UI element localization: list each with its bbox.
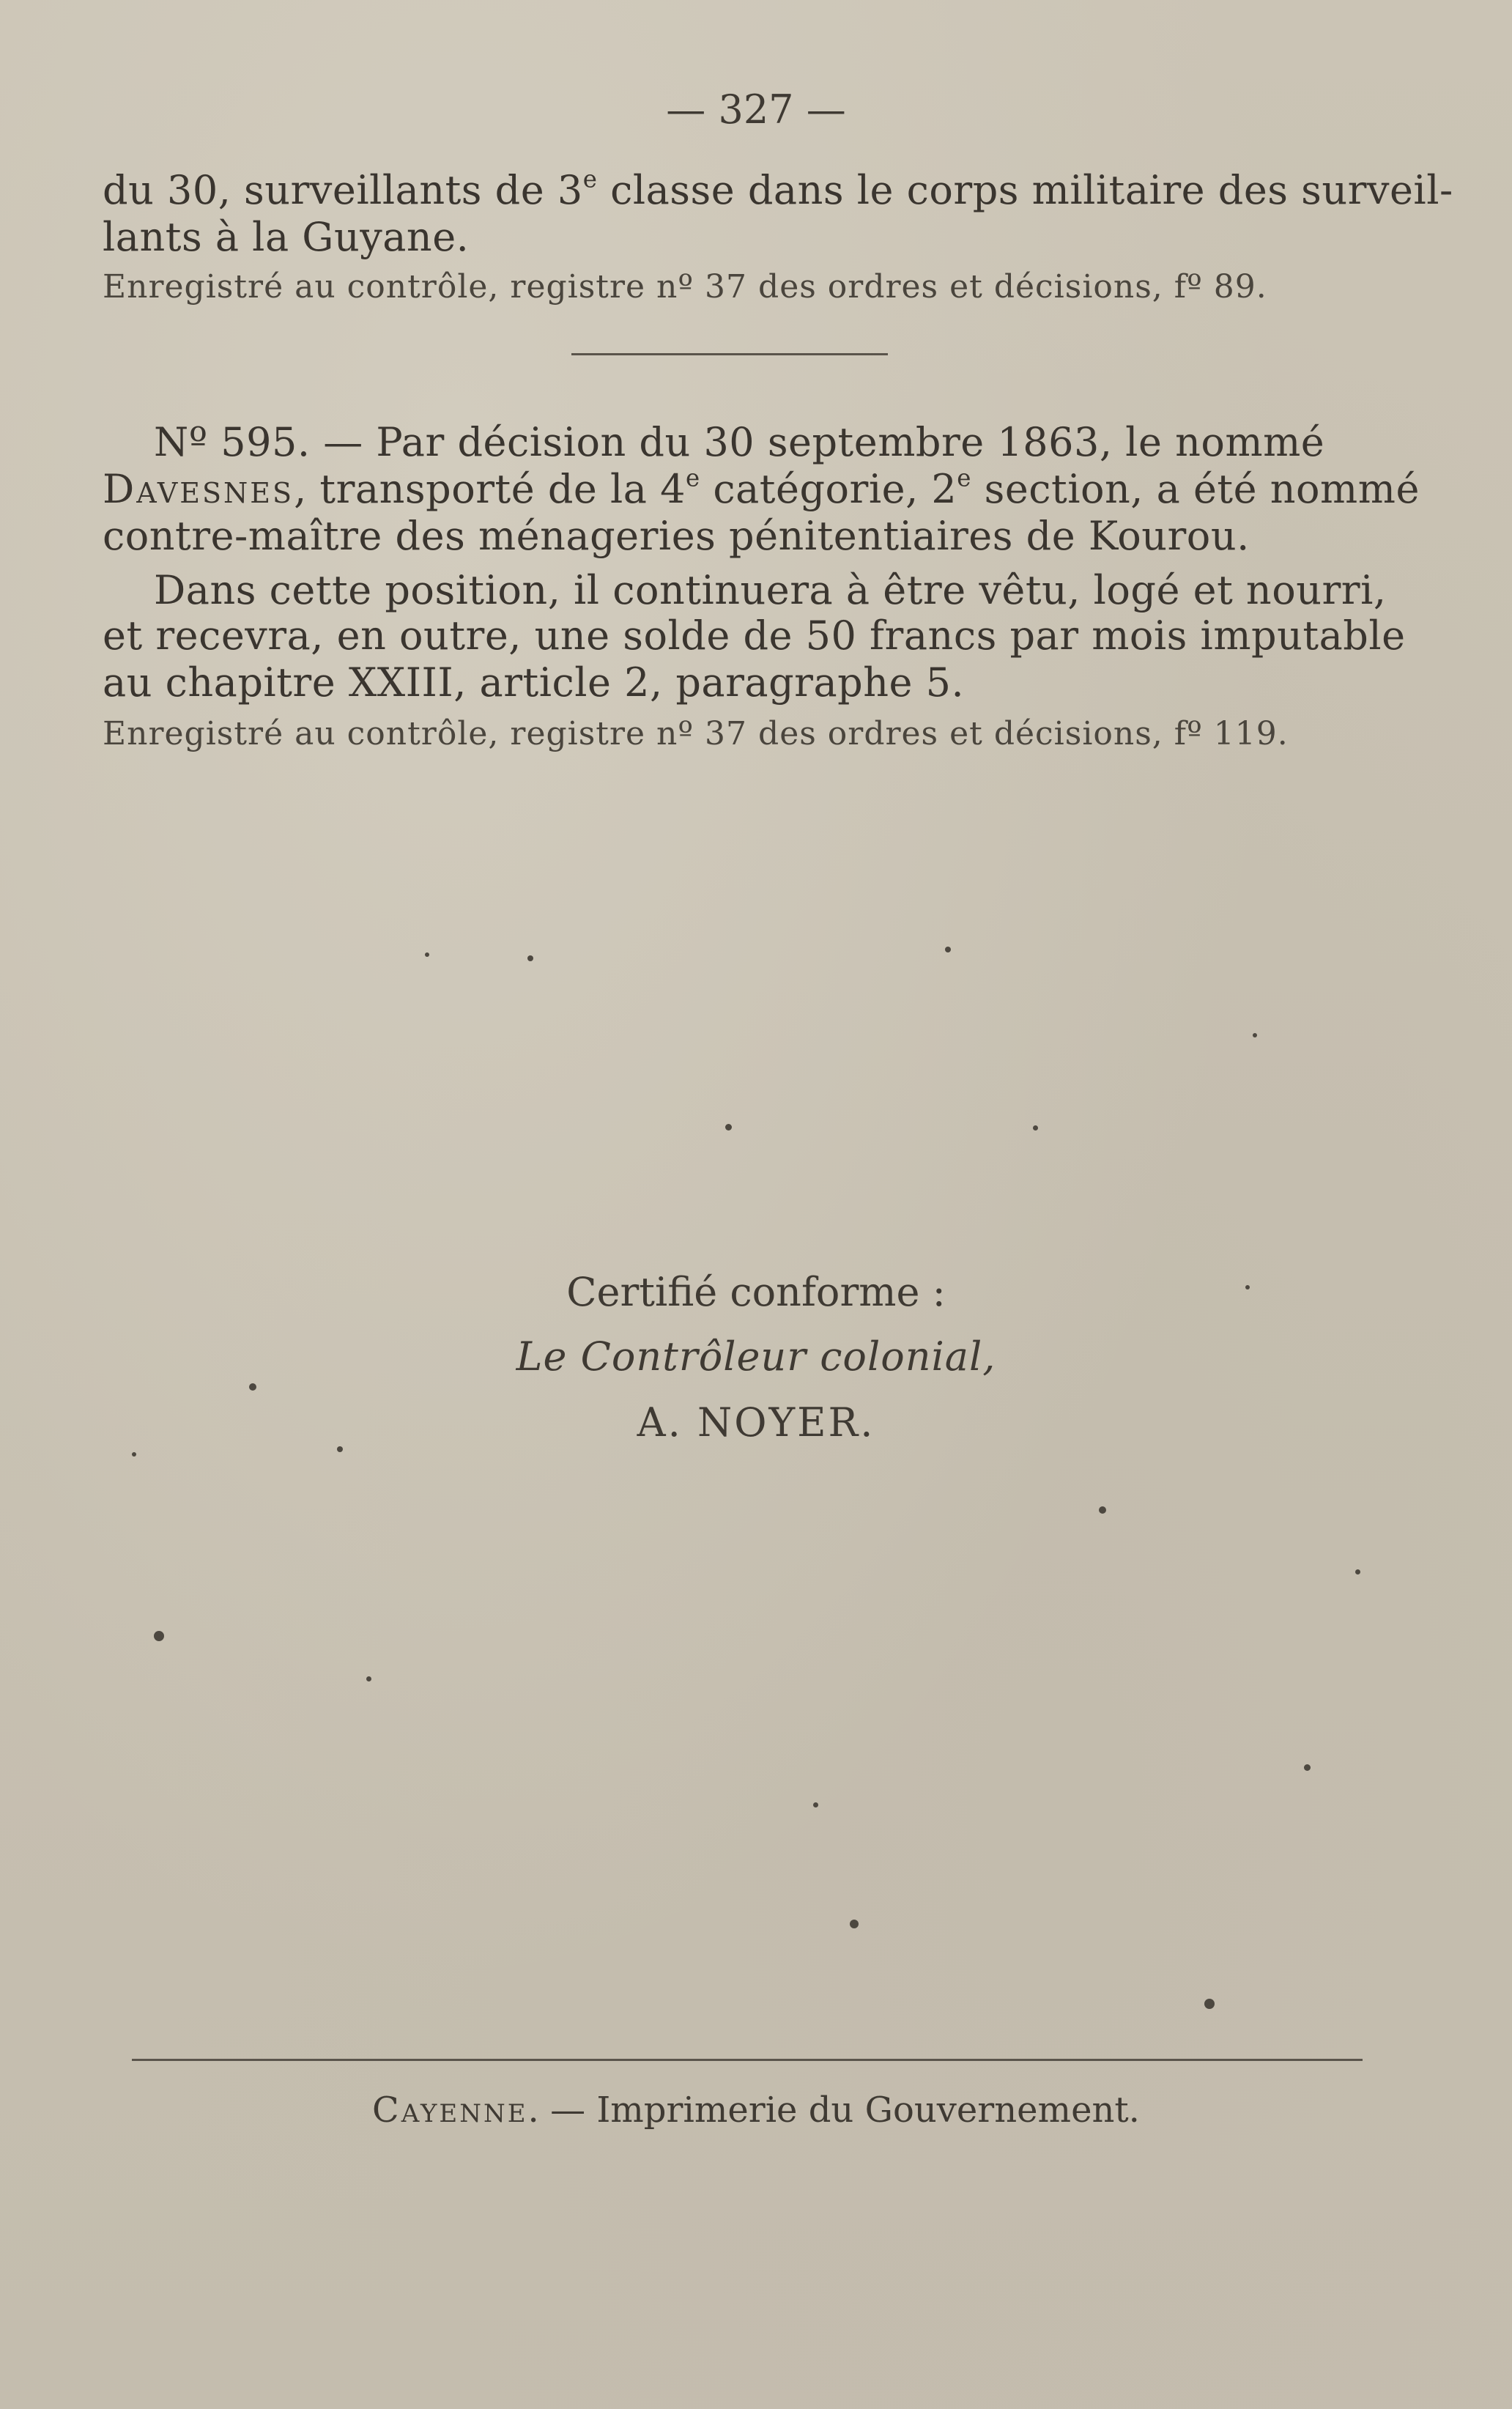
superscript: e bbox=[957, 464, 971, 492]
paper-speck bbox=[945, 947, 951, 952]
continuation-registry: Enregistré au contrôle, registre nº 37 des ordres et décisions, fº 89. bbox=[103, 268, 1267, 306]
certification-signature: A. NOYER. bbox=[637, 1399, 875, 1446]
decision-line-1-rest: — Par décision du 30 septembre 1863, le nommé bbox=[310, 419, 1325, 465]
paper-speck bbox=[132, 1452, 136, 1457]
separator-rule bbox=[571, 353, 888, 355]
continuation-line-1-rest: classe dans le corps militaire des surveil- bbox=[597, 167, 1453, 213]
decision-number: Nº 595. bbox=[154, 419, 311, 465]
continuation-line-1 bbox=[103, 167, 1453, 213]
paper-speck bbox=[425, 952, 429, 957]
decision-line-1 bbox=[154, 419, 1324, 465]
paper-speck bbox=[1253, 1033, 1257, 1037]
decision-person-name: Davesnes bbox=[103, 466, 294, 512]
paper-speck bbox=[1033, 1125, 1038, 1131]
decision-line-2-b: catégorie, 2 bbox=[700, 466, 957, 512]
paper-speck bbox=[337, 1446, 343, 1452]
decision-line-2-c: section, a été nommé bbox=[971, 466, 1420, 512]
paper-speck bbox=[725, 1124, 732, 1131]
decision-line-2 bbox=[103, 466, 1420, 512]
decision-line-3: contre-maître des ménageries pénitentiaires de Kourou. bbox=[103, 513, 1250, 559]
superscript: e bbox=[686, 464, 700, 492]
paper-speck bbox=[1099, 1506, 1106, 1514]
paper-speck bbox=[850, 1920, 859, 1928]
footer-rule bbox=[132, 2059, 1363, 2061]
decision-paragraph-2-line-1: Dans cette position, il continuera à être vêtu, logé et nourri, bbox=[154, 567, 1387, 613]
continuation-line-2: lants à la Guyane. bbox=[103, 214, 470, 260]
paper-speck bbox=[154, 1631, 164, 1641]
decision-registry: Enregistré au contrôle, registre nº 37 des ordres et décisions, fº 119. bbox=[103, 715, 1289, 752]
paper-speck bbox=[813, 1802, 818, 1807]
superscript: e bbox=[582, 165, 598, 193]
imprint-printer: . — Imprimerie du Gouvernement. bbox=[527, 2090, 1140, 2131]
paper-speck bbox=[1304, 1764, 1311, 1771]
paper-speck bbox=[249, 1383, 256, 1391]
decision-paragraph-2-line-3: au chapitre XXIII, article 2, paragraphe 5. bbox=[103, 659, 965, 706]
paper-speck bbox=[527, 955, 533, 961]
paper-speck bbox=[1355, 1569, 1360, 1574]
paper-speck bbox=[1245, 1285, 1250, 1289]
continuation-line-1-text: du 30, surveillants de 3 bbox=[103, 167, 583, 213]
imprint-city: Cayenne bbox=[372, 2090, 528, 2131]
certification-line-2: Le Contrôleur colonial, bbox=[516, 1333, 996, 1380]
imprint-line bbox=[0, 2090, 1512, 2131]
paper-speck bbox=[366, 1676, 371, 1681]
page-number: — 327 — bbox=[666, 86, 846, 133]
certification-line-1: Certifié conforme : bbox=[566, 1269, 946, 1315]
decision-line-2-a: , transporté de la 4 bbox=[294, 466, 686, 512]
decision-paragraph-2-line-2: et recevra, en outre, une solde de 50 francs par mois imputable bbox=[103, 613, 1406, 659]
paper-speck bbox=[1204, 1999, 1215, 2009]
